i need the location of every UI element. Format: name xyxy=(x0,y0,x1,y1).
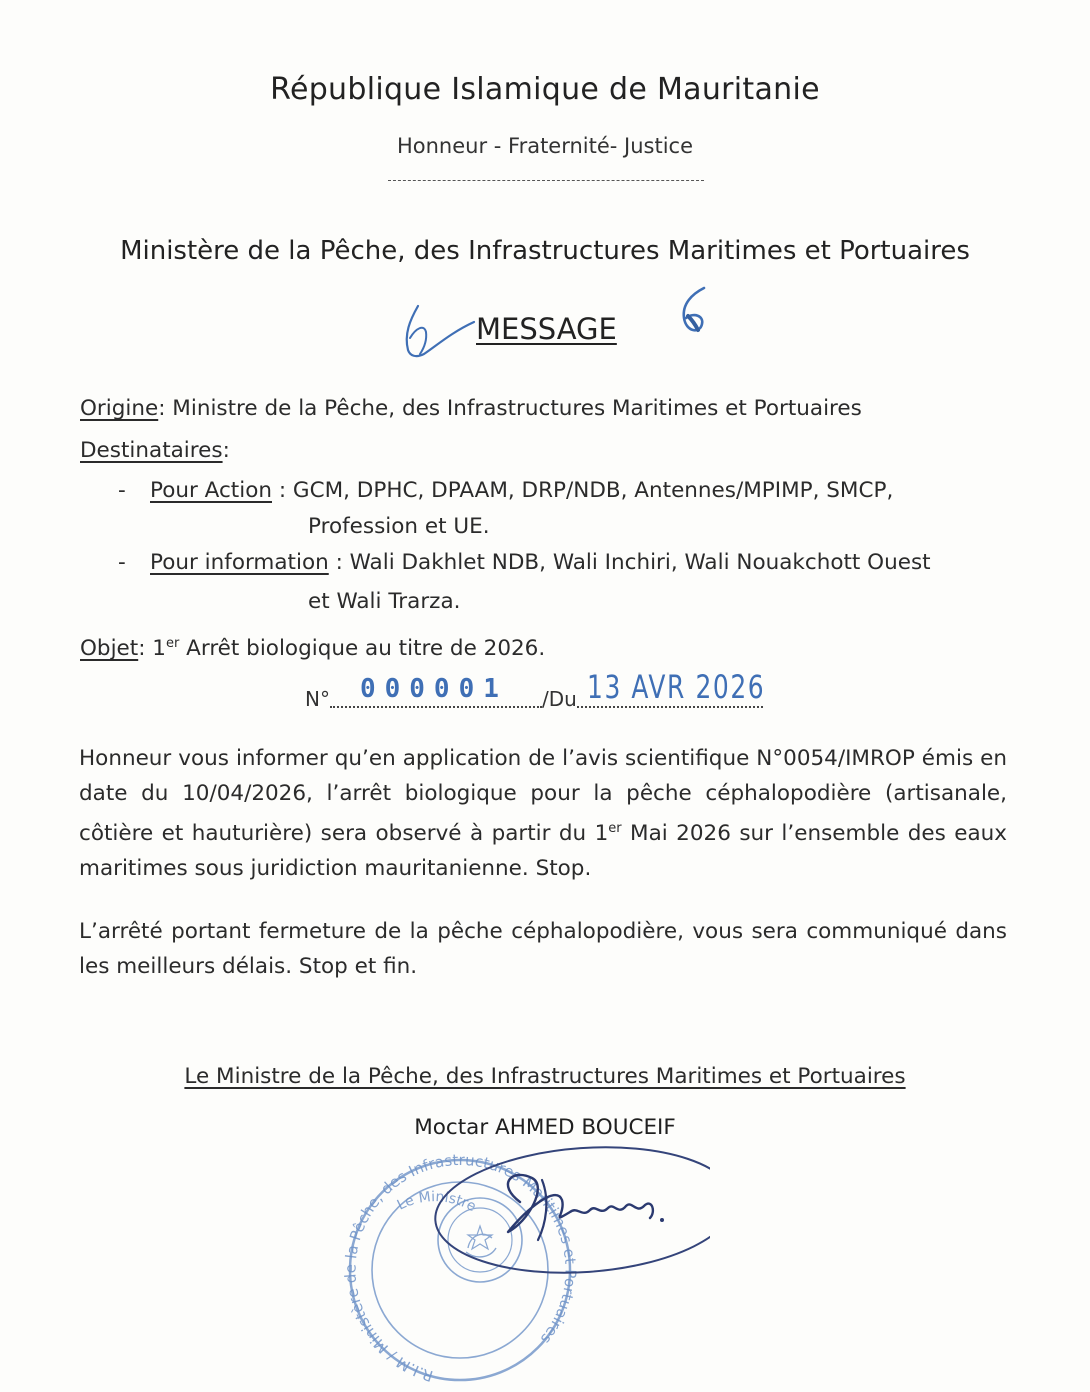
list-bullet: - xyxy=(118,550,126,575)
action-value: : GCM, DPHC, DPAAM, DRP/NDB, Antennes/MPIMP, SMCP, xyxy=(272,478,894,503)
info-recipients-continued: et Wali Trarza. xyxy=(308,589,461,614)
subject-value: Arrêt biologique au titre de 2026. xyxy=(179,636,546,661)
origin-value: : Ministre de la Pêche, des Infrastructures Maritimes et Portuaires xyxy=(158,396,862,421)
signatory-title: Le Ministre de la Pêche, des Infrastructures Maritimes et Portuaires xyxy=(184,1064,906,1089)
action-label: Pour Action xyxy=(150,478,272,503)
reference-line xyxy=(305,668,766,711)
subject-label: Objet xyxy=(80,636,139,661)
stamp-outer-text: R.I.M / Ministère de la Pêche, des Infrastructures Maritimes et Portuaires xyxy=(341,1150,580,1386)
list-bullet: - xyxy=(118,478,126,503)
body-paragraph-2: L’arrêté portant fermeture de la pêche céphalopodière, vous sera communiqué dans les meilleurs délais. Stop et fin. xyxy=(79,919,1007,979)
signatory-name: Moctar AHMED BOUCEIF xyxy=(414,1115,676,1140)
body-paragraph-1: Honneur vous informer qu’en application de l’avis scientifique N°0054/IMROP émis en date du 10/04/2026, l’arrêt biologique pour la pêche céphalopodière (artisanale, côtière et hauturière) sera observé à partir du 1er Mai 2026 sur l’ensemble des eaux maritimes sous juridiction mauritanienne. Stop. xyxy=(79,746,1007,881)
stamp-inner-text: Le Ministre xyxy=(394,1189,479,1216)
origin-line xyxy=(80,396,862,421)
handwritten-initial-mark xyxy=(390,298,480,368)
motto-divider xyxy=(388,180,704,181)
recipients-line: Destinataires: xyxy=(80,438,230,463)
national-motto: Honneur - Fraternité- Justice xyxy=(396,134,694,158)
number-prefix: N° xyxy=(305,687,330,711)
date-prefix: /Du xyxy=(541,687,577,711)
subject-line: Objet: 1er Arrêt biologique au titre de 2026. xyxy=(80,636,546,661)
republic-heading: République Islamique de Mauritanie xyxy=(270,72,820,107)
info-label: Pour information xyxy=(150,550,329,575)
reference-number: 000001 xyxy=(359,674,508,704)
info-recipients xyxy=(150,550,931,575)
ministry-heading: Ministère de la Pêche, des Infrastructures Maritimes et Portuaires xyxy=(120,236,970,266)
recipients-label: Destinataires xyxy=(80,438,223,463)
handwritten-six-mark xyxy=(668,282,718,342)
origin-label: Origine xyxy=(80,396,159,421)
handwritten-signature xyxy=(400,1140,710,1290)
reference-date: 13 AVR 2026 xyxy=(586,668,766,706)
action-recipients-continued: Profession et UE. xyxy=(308,514,490,539)
document-title: MESSAGE xyxy=(476,312,617,346)
action-recipients xyxy=(150,478,893,503)
info-value: : Wali Dakhlet NDB, Wali Inchiri, Wali Nouakchott Ouest xyxy=(328,550,931,575)
